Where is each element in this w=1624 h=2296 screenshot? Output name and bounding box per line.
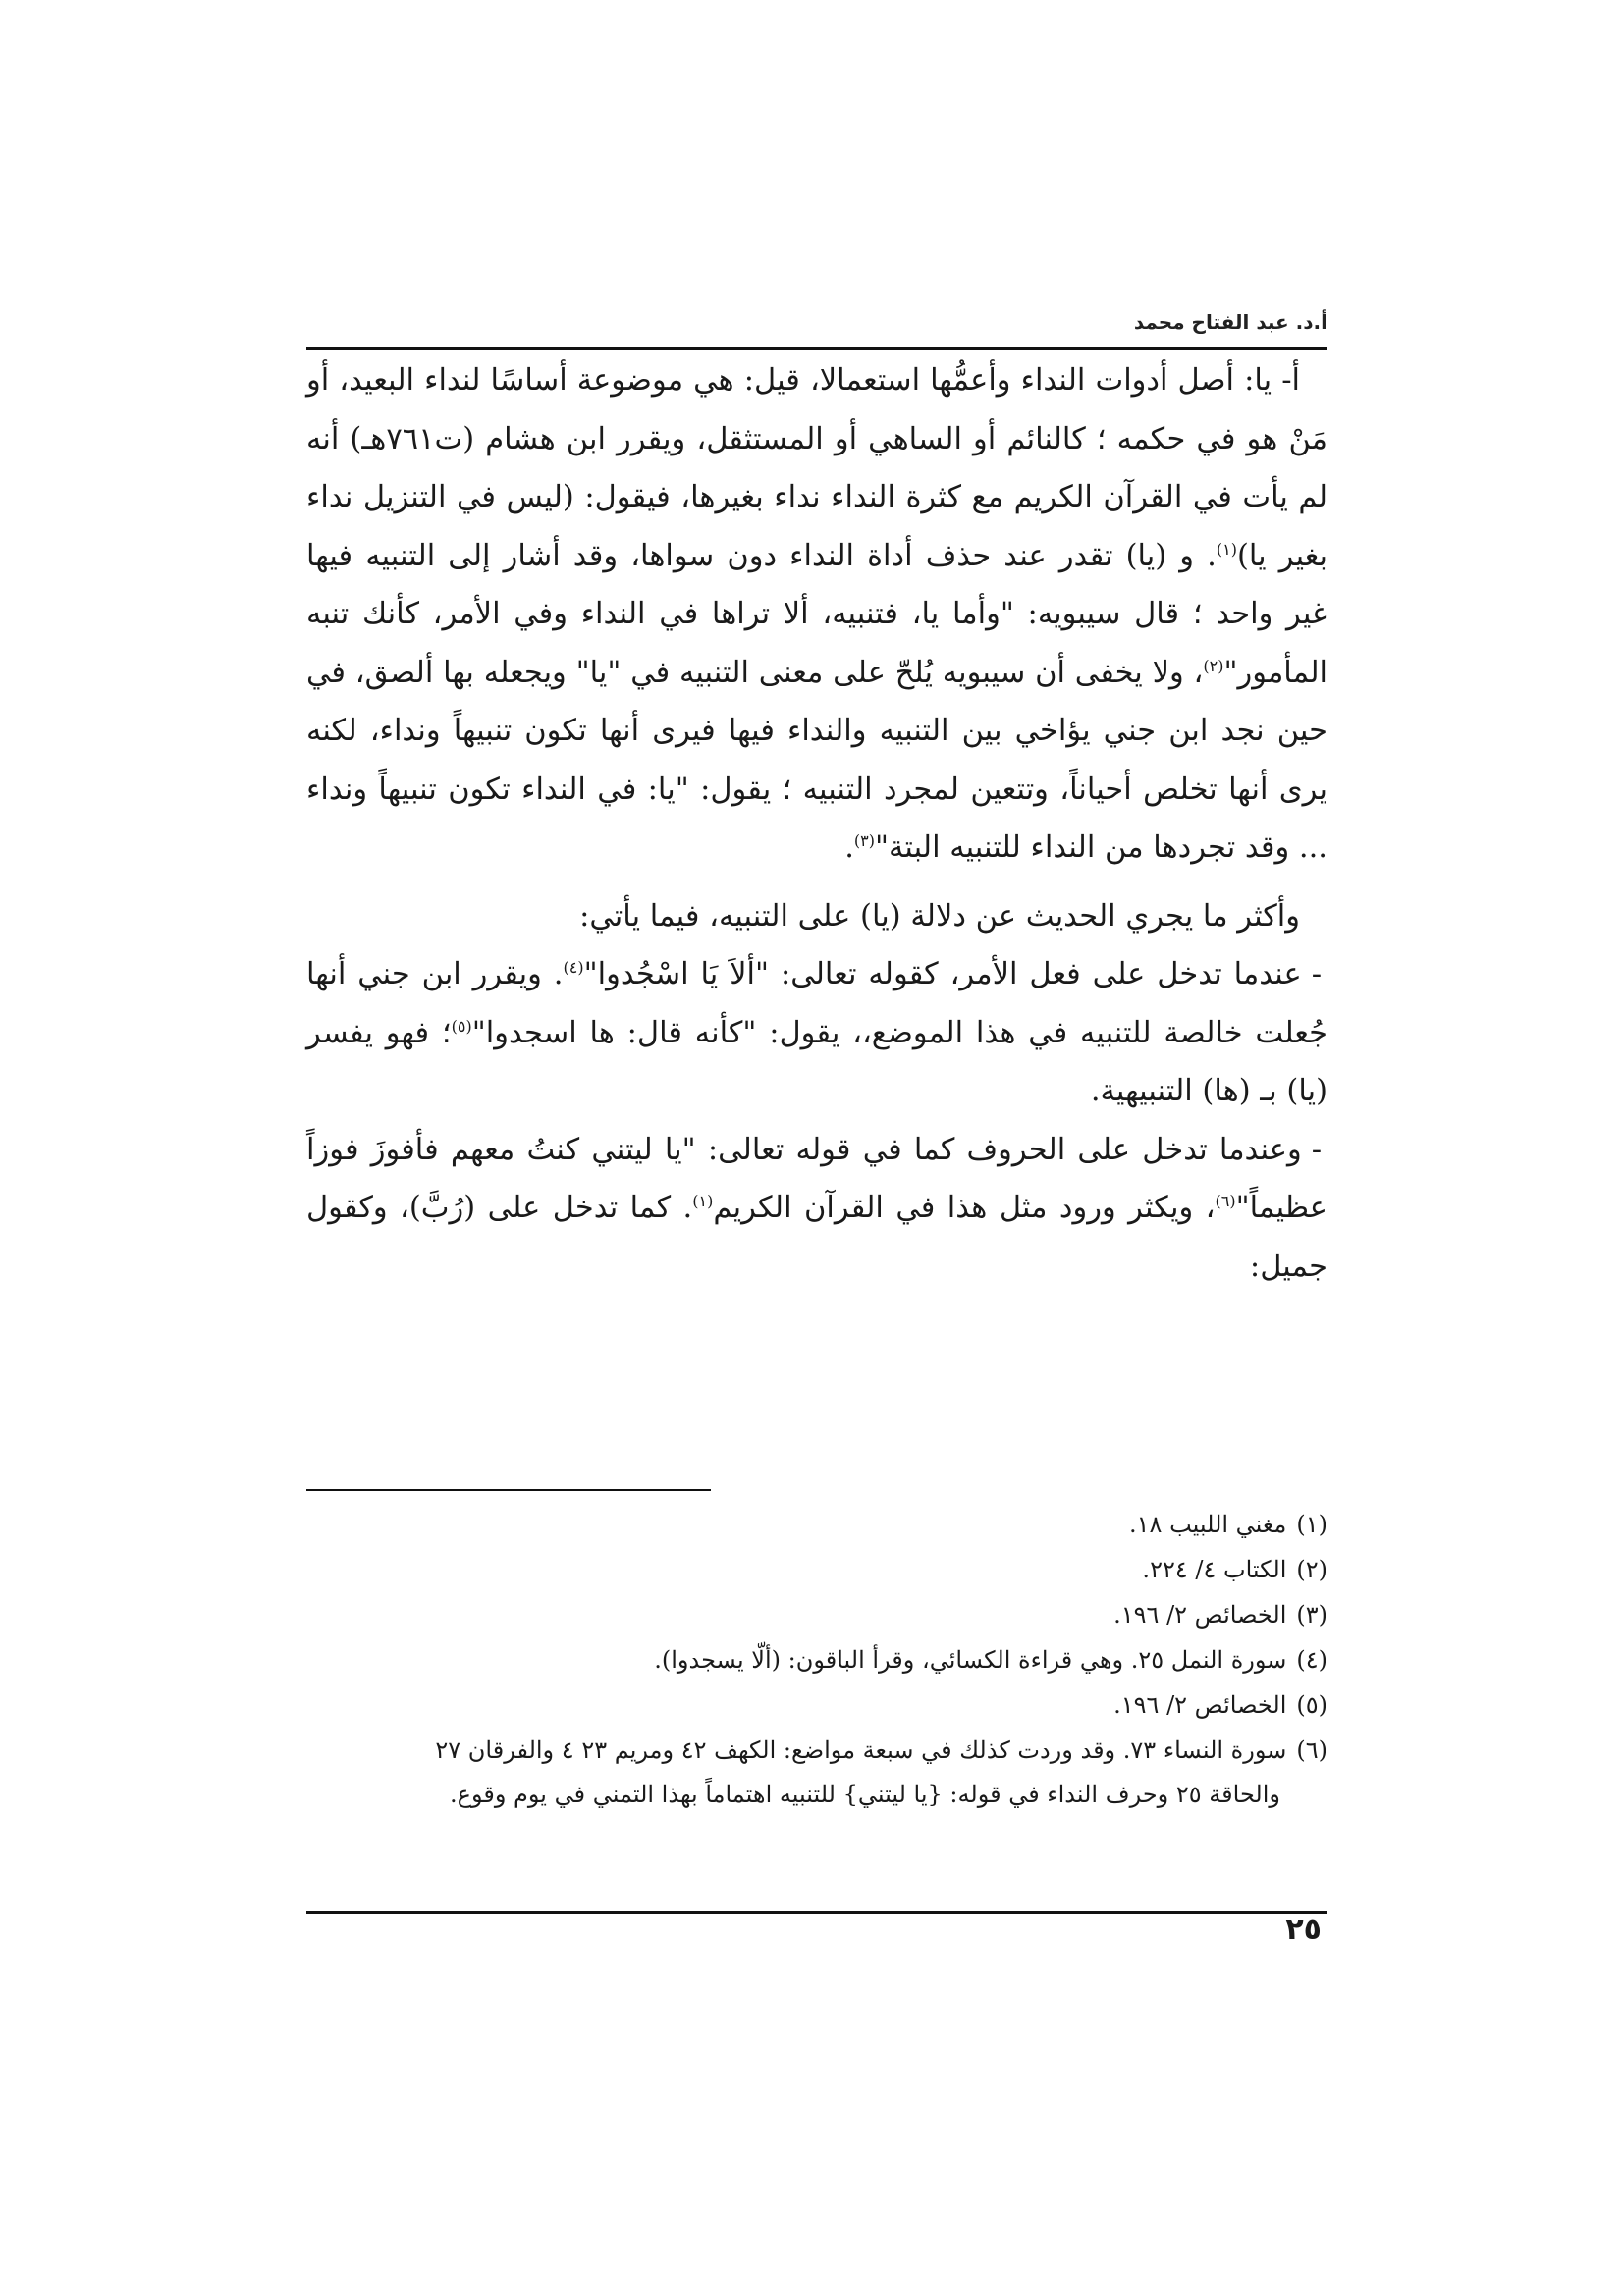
footnotes-list: [306, 1502, 1327, 1816]
list-item-imperative: -عندما تدخل على فعل الأمر، كقوله تعالى: "ألاَ يَا اسْجُدوا"$^{(٤)}$. ويقرر ابن جني أنها جُعلت خالصة للتنبيه في هذا الموضع،، يقول: "كأنه قال: ها اسجدوا"$^{(٥)}$؛ فهو يفسر (يا) بـ (ها) التنبيهية.: [306, 957, 1327, 1108]
footnote-item: (٥)الخصائص ٢/ ١٩٦.: [1113, 1691, 1327, 1719]
list-dash: -: [1311, 1132, 1322, 1167]
header-rule: [306, 347, 1327, 350]
paragraph-ya-definition: أ- يا: أصل أدوات النداء وأعمُّها استعمالا، قيل: هي موضوعة أساسًا لنداء البعيد، أو مَنْ هو في حكمه ؛ كالنائم أو الساهي أو المستثقل، ويقرر ابن هشام (ت٧٦١هـ) أنه لم يأت في القرآن الكريم مع كثرة النداء نداء بغيرها، فيقول: (ليس في التنزيل نداء بغير يا)$^{(١)}$. و (يا) تقدر عند حذف أداة النداء دون سواها، وقد أشار إلى التنبيه فيها غير واحد ؛ قال سيبويه: "وأما يا، فتنبيه، ألا تراها في النداء وفي الأمر، كأنك تنبه المأمور"$^{(٢)}$، ولا يخفى أن سيبويه يُلحّ على معنى التنبيه في "يا" ويجعله بها ألصق، في حين نجد ابن جني يؤاخي بين التنبيه والنداء فيها فيرى أنها تكون تنبيهاً ونداء، لكنه يرى أنها تخلص أحياناً، وتتعين لمجرد التنبيه ؛ يقول: "يا: في النداء تكون تنبيهاً ونداء ... وقد تجردها من النداء للتنبيه البتة"$^{(٣)}$.: [306, 363, 1328, 865]
footnote-ref-3[interactable]: (٣): [853, 830, 875, 850]
footnote-item: (١)مغني اللبيب ١٨.: [1129, 1511, 1327, 1538]
footer-rule: [306, 1911, 1327, 1914]
footnote-ref-2[interactable]: (٢): [1203, 656, 1224, 675]
footnote-separator: [306, 1489, 711, 1491]
footnote-ref-1[interactable]: (١): [1216, 539, 1237, 559]
list-item-particles: -وعندما تدخل على الحروف كما في قوله تعالى: "يا ليتني كنتُ معهم فأفوزَ فوزاً عظيماً"$^{(٦)}$، ويكثر ورود مثل هذا في القرآن الكريم$^{(١)}$. كما تدخل على (رُبَّ)، وكقول جميل:: [306, 1132, 1327, 1284]
footnote-ref-7[interactable]: (١): [692, 1191, 714, 1210]
paragraph-intro-list: وأكثر ما يجري الحديث عن دلالة (يا) على التنبيه، فيما يأتي:: [579, 898, 1300, 934]
footnote-ref-6[interactable]: (٦): [1215, 1191, 1236, 1210]
list-dash: -: [1311, 957, 1322, 991]
footnote-continuation: والحاقة ٢٥ وحرف النداء في قوله: {يا ليتني} للتنبيه اهتماماً بهذا التمني في يوم وقوع.: [450, 1781, 1280, 1808]
running-header-author: أ.د. عبد الفتاح محمد: [1133, 310, 1327, 334]
footnote-item: (٣)الخصائص ٢/ ١٩٦.: [1113, 1601, 1327, 1629]
page-number: ٢٥: [1285, 1912, 1322, 1947]
footnote-ref-4[interactable]: (٤): [563, 957, 584, 977]
footnote-item: (٦)سورة النساء ٧٣. وقد وردت كذلك في سبعة مواضع: الكهف ٤٢ ومريم ٢٣ ٤ والفرقان ٢٧ والحاقة ٢٥ وحرف النداء في قوله: {يا ليتني} للتنبيه اهتماماً بهذا التمني في يوم وقوع.: [306, 1728, 1327, 1816]
footnote-item: (٤)سورة النمل ٢٥. وهي قراءة الكسائي، وقرأ الباقون: (ألّا يسجدوا).: [654, 1646, 1327, 1674]
main-body: [306, 351, 1327, 1296]
document-page: [306, 0, 1327, 2296]
footnote-ref-5[interactable]: (٥): [451, 1016, 472, 1036]
footnote-item: (٢)الكتاب ٤/ ٢٢٤.: [1142, 1556, 1327, 1583]
